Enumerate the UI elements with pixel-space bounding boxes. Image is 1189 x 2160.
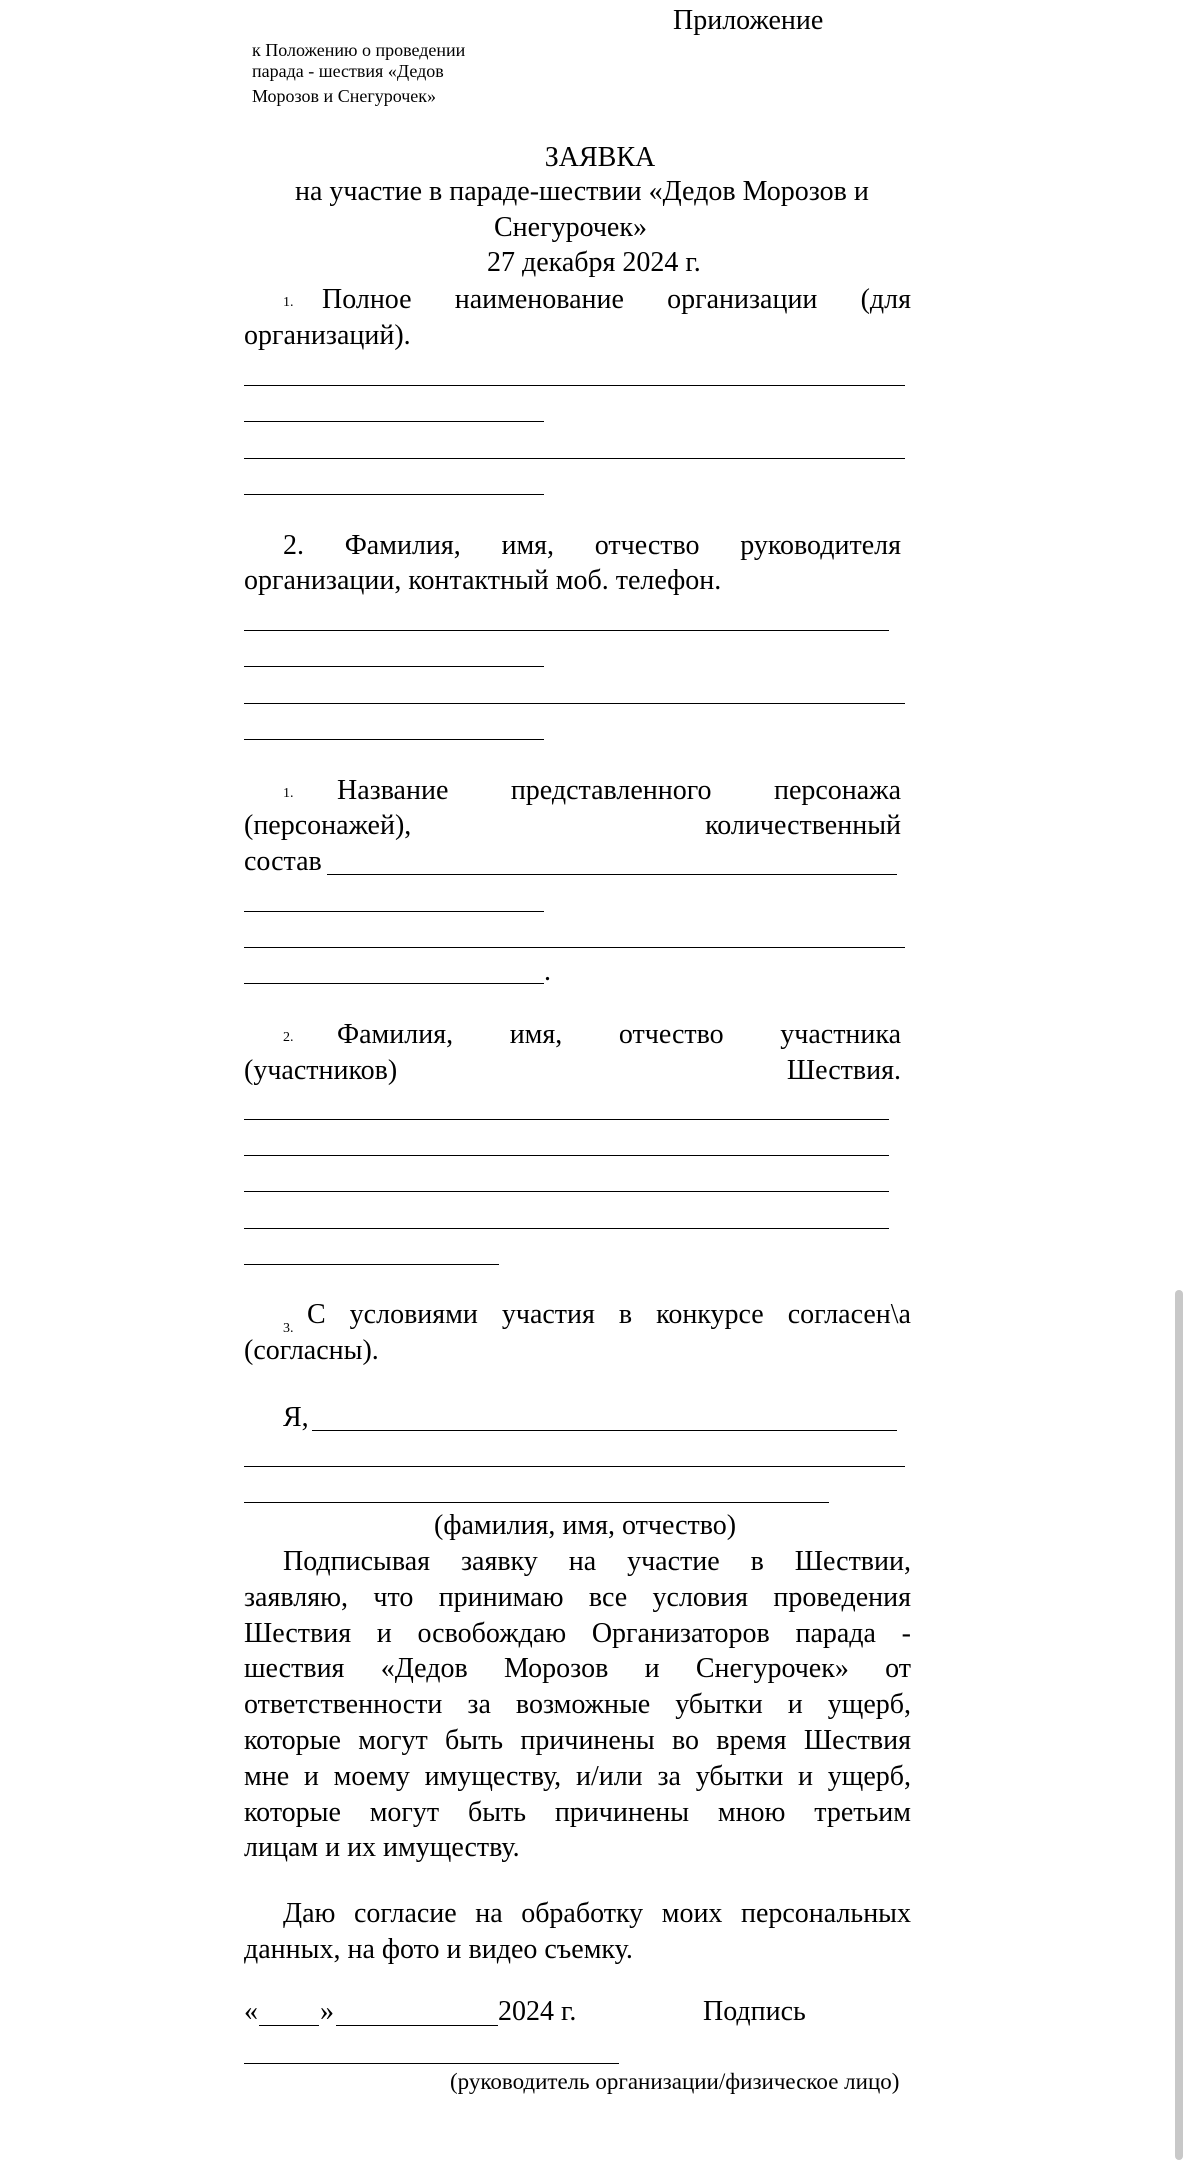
signature-field[interactable] <box>244 2063 619 2064</box>
fill-line[interactable] <box>312 1430 897 1431</box>
paragraph-row: лицам и их имуществу. <box>244 1832 520 1864</box>
word: Полное <box>322 284 412 315</box>
section4-heading-cont <box>244 1057 901 1085</box>
signature-label: Подпись <box>703 1996 806 2027</box>
appendix-note-line: Морозов и Снегурочек» <box>252 86 437 106</box>
fill-line[interactable] <box>244 1191 889 1192</box>
i-label: Я, <box>283 1402 309 1433</box>
word: отчество <box>618 1019 724 1050</box>
fill-line[interactable] <box>244 1466 905 1467</box>
date-quote-open: « <box>244 1996 258 2027</box>
word: организации <box>667 284 818 315</box>
document-subtitle: на участие в параде-шествии «Дедов Морозов и <box>295 176 869 207</box>
section3-composition-label: состав <box>244 846 322 877</box>
appendix-title: Приложение <box>673 5 824 36</box>
paragraph-row: которые могут быть причинены во время Шествия <box>244 1724 911 1756</box>
paragraph-row: Шествия и освобождаю Организаторов парада - <box>244 1617 911 1649</box>
paragraph-row: мне и моему имуществу, и/или за убытки и ущерб, <box>244 1760 911 1792</box>
fill-line[interactable] <box>244 1264 499 1265</box>
month-field[interactable] <box>336 2025 498 2026</box>
section5-line: (согласны). <box>244 1335 379 1366</box>
fill-line[interactable] <box>244 739 544 740</box>
signature-caption: (руководитель организации/физическое лицо) <box>450 2069 900 2094</box>
word: количественный <box>705 810 901 841</box>
word: отчество <box>594 530 700 561</box>
fill-line[interactable] <box>244 1502 829 1503</box>
section-number: 1. <box>283 295 294 310</box>
year-label: 2024 г. <box>498 1996 577 2027</box>
section4-heading <box>337 1021 901 1049</box>
section3-heading-cont <box>244 812 901 840</box>
word: представленного <box>510 775 712 806</box>
appendix-note-line: парада - шествия «Дедов <box>252 61 444 81</box>
word: 2. <box>283 530 304 561</box>
paragraph-row: Подписывая заявку на участие в Шествии, <box>283 1546 911 1577</box>
fill-line[interactable] <box>244 630 889 631</box>
fill-line[interactable] <box>244 1155 889 1156</box>
paragraph-row: шествия «Дедов Морозов и Снегурочек» от <box>244 1653 911 1685</box>
fill-line[interactable] <box>244 385 905 386</box>
word: участника <box>780 1019 901 1050</box>
word: (персонажей), <box>244 810 412 841</box>
word: имя, <box>501 530 555 561</box>
word: (участников) <box>244 1055 398 1086</box>
day-field[interactable] <box>259 2025 319 2026</box>
paragraph-row: данных, на фото и видео съемку. <box>244 1933 633 1965</box>
word: (для <box>860 284 911 315</box>
paragraph-row: заявляю, что принимаю все условия проведения <box>244 1581 911 1613</box>
appendix-note-line: к Положению о проведении <box>252 40 466 60</box>
section3-heading <box>337 777 901 805</box>
word: персонажа <box>773 775 901 806</box>
section-number: 2. <box>283 1030 294 1045</box>
fill-line[interactable] <box>244 983 544 984</box>
section1-heading-cont: организаций). <box>244 320 411 351</box>
fill-line[interactable] <box>244 703 905 704</box>
fill-line[interactable] <box>244 911 544 912</box>
fill-line[interactable] <box>244 421 544 422</box>
section-number: 3. <box>283 1321 294 1336</box>
section1-heading <box>322 286 911 314</box>
fill-line[interactable] <box>327 874 897 875</box>
fill-line[interactable] <box>244 1119 889 1120</box>
fill-line[interactable] <box>244 1228 889 1229</box>
document-subtitle: Снегурочек» <box>494 212 647 243</box>
fill-line[interactable] <box>244 494 544 495</box>
document-title: ЗАЯВКА <box>544 142 656 173</box>
consent-paragraph <box>244 1896 911 1968</box>
document-date: 27 декабря 2024 г. <box>487 247 701 278</box>
date-quote-close: » <box>320 1996 334 2027</box>
word: имя, <box>509 1019 563 1050</box>
word: Фамилия, <box>344 530 461 561</box>
word: Фамилия, <box>337 1019 454 1050</box>
word: Название <box>337 775 449 806</box>
word: руководителя <box>740 530 901 561</box>
declaration-paragraph <box>244 1544 911 1866</box>
section5-line: С условиями участия в конкурсе согласен\а <box>307 1299 911 1330</box>
section2-heading <box>283 532 901 560</box>
paragraph-row: ответственности за возможные убытки и ущерб, <box>244 1689 911 1721</box>
vertical-scrollbar[interactable] <box>1175 1290 1183 2160</box>
paragraph-row: Даю согласие на обработку моих персональных <box>283 1898 911 1929</box>
fill-line[interactable] <box>244 666 544 667</box>
fio-caption: (фамилия, имя, отчество) <box>434 1510 737 1541</box>
line-end-period: . <box>544 956 551 987</box>
section-number: 1. <box>283 786 294 801</box>
word: Шествия. <box>786 1055 901 1086</box>
fill-line[interactable] <box>244 947 905 948</box>
fill-line[interactable] <box>244 458 905 459</box>
word: наименование <box>454 284 624 315</box>
paragraph-row: которые могут быть причинены мною третьим <box>244 1796 911 1828</box>
section2-heading-cont: организации, контактный моб. телефон. <box>244 565 722 596</box>
